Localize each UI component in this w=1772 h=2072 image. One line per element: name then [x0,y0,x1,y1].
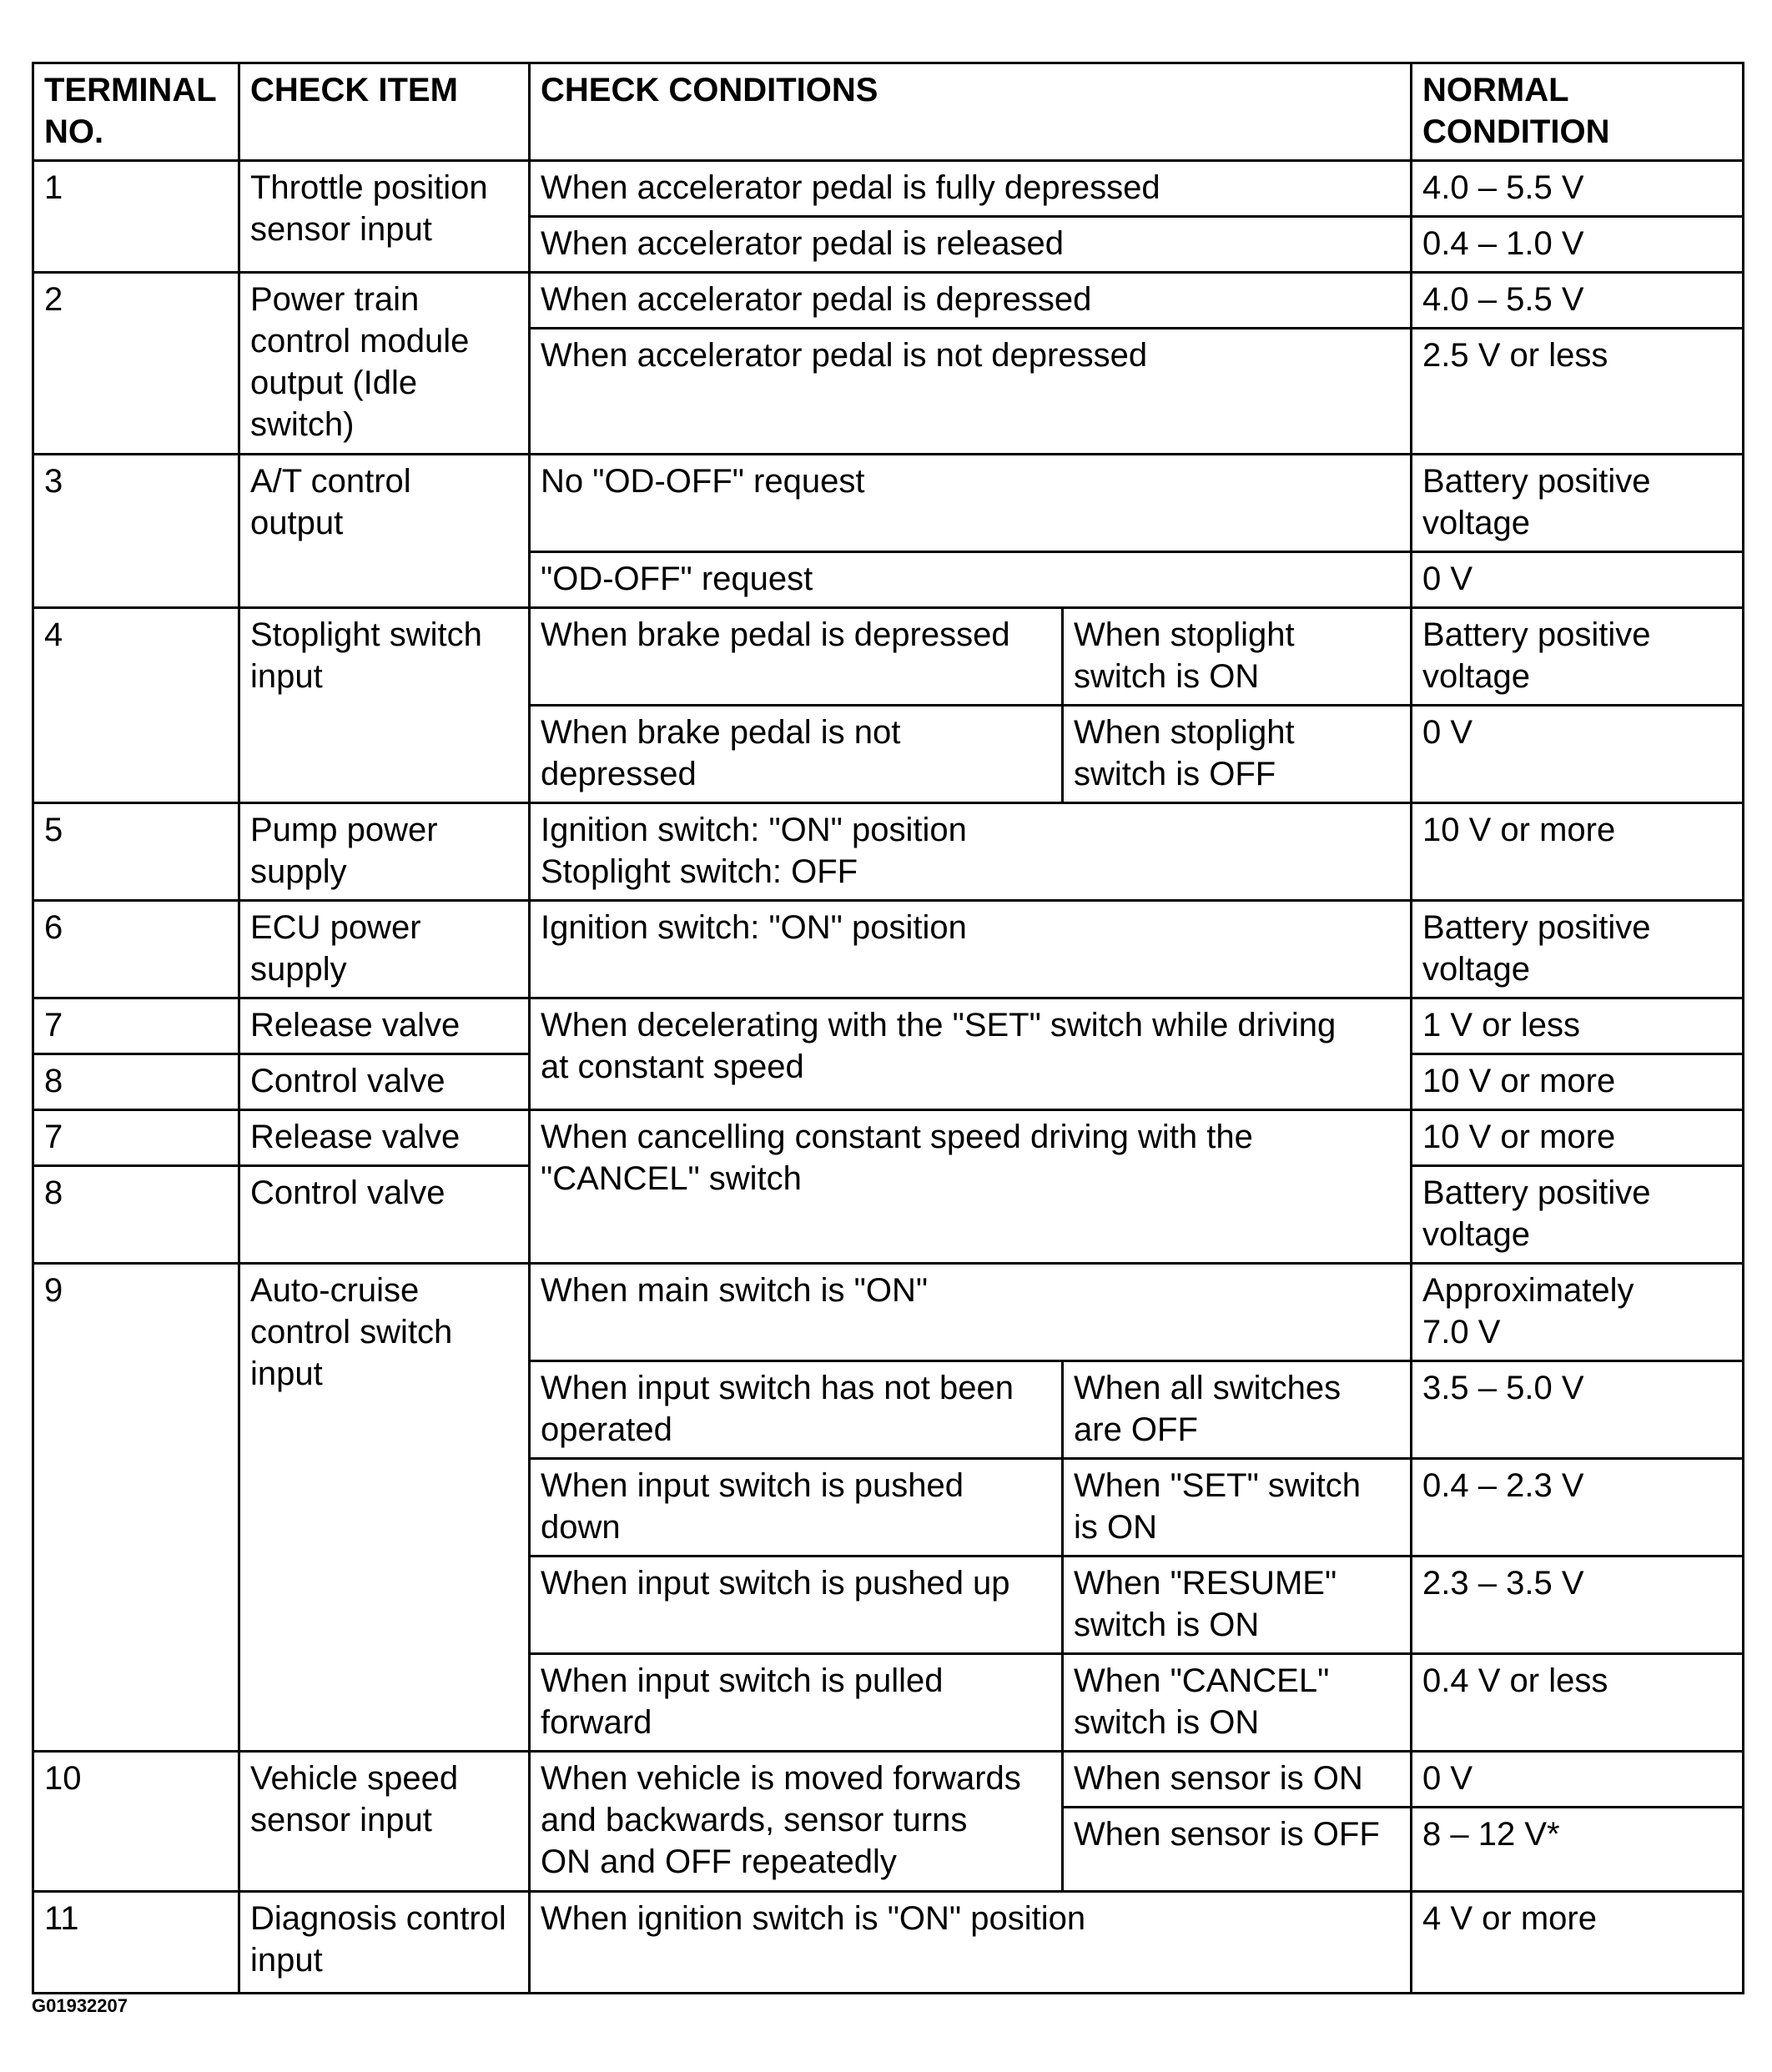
normal-condition-cell: 0.4 – 2.3 V [1412,1459,1744,1557]
terminal-check-table [32,62,1744,1994]
normal-condition-cell: 0.4 V or less [1412,1654,1744,1752]
figure-id: G01932207 [32,1995,128,2016]
header-terminal-no: TERMINAL NO. [33,63,239,161]
normal-condition-cell: 4 V or more [1412,1892,1744,1994]
check-condition-cell: When input switch is pushed up [530,1557,1063,1654]
check-condition-cell: When brake pedal is not depressed [530,706,1063,803]
normal-condition-cell: Approximately 7.0 V [1412,1264,1744,1361]
check-condition-cell: When main switch is "ON" [530,1264,1412,1361]
terminal-cell: 7 [33,1110,239,1166]
terminal-cell: 8 [33,1054,239,1110]
check-item-cell: Stoplight switch input [239,608,530,803]
normal-condition-cell: 2.3 – 3.5 V [1412,1557,1744,1654]
check-item-cell: Release valve [239,1110,530,1166]
check-item-cell: Throttle position sensor input [239,161,530,273]
switch-state-cell: When "SET" switch is ON [1063,1459,1412,1557]
switch-state-cell: When stoplight switch is ON [1063,608,1412,706]
terminal-cell: 1 [33,161,239,273]
check-condition-cell: When brake pedal is depressed [530,608,1063,706]
normal-condition-cell: 10 V or more [1412,803,1744,901]
check-condition-cell: When vehicle is moved forwards and backwards, sensor turns ON and OFF repeatedly [530,1752,1063,1892]
terminal-cell: 10 [33,1752,239,1892]
normal-condition-cell: 8 – 12 V* [1412,1808,1744,1892]
terminal-cell: 2 [33,273,239,455]
normal-condition-cell: 3.5 – 5.0 V [1412,1361,1744,1459]
check-condition-cell: When accelerator pedal is depressed [530,273,1412,329]
normal-condition-cell: 1 V or less [1412,998,1744,1054]
check-condition-cell: When cancelling constant speed driving with the "CANCEL" switch [530,1110,1412,1264]
check-item-cell: Diagnosis control input [239,1892,530,1994]
switch-state-cell: When sensor is OFF [1063,1808,1412,1892]
normal-condition-cell: Battery positive voltage [1412,901,1744,998]
normal-condition-cell: Battery positive voltage [1412,608,1744,706]
terminal-cell: 4 [33,608,239,803]
switch-state-cell: When "RESUME" switch is ON [1063,1557,1412,1654]
check-condition-cell: Ignition switch: "ON" position [530,901,1412,998]
check-condition-cell: When ignition switch is "ON" position [530,1892,1412,1994]
switch-state-cell: When sensor is ON [1063,1752,1412,1808]
normal-condition-cell: 4.0 – 5.5 V [1412,273,1744,329]
check-item-cell: ECU power supply [239,901,530,998]
header-normal-condition: NORMAL CONDITION [1412,63,1744,161]
normal-condition-cell: 10 V or more [1412,1110,1744,1166]
terminal-cell: 6 [33,901,239,998]
switch-state-cell: When "CANCEL" switch is ON [1063,1654,1412,1752]
check-item-cell: Control valve [239,1166,530,1264]
check-condition-cell: When input switch is pulled forward [530,1654,1063,1752]
normal-condition-cell: 2.5 V or less [1412,329,1744,455]
terminal-cell: 7 [33,998,239,1054]
terminal-cell: 9 [33,1264,239,1752]
normal-condition-cell: 10 V or more [1412,1054,1744,1110]
check-condition-cell: No "OD-OFF" request [530,455,1412,552]
check-item-cell: Control valve [239,1054,530,1110]
check-item-cell: Vehicle speed sensor input [239,1752,530,1892]
header-check-conditions: CHECK CONDITIONS [530,63,1412,161]
check-condition-cell: When decelerating with the "SET" switch while driving at constant speed [530,998,1412,1110]
check-condition-cell: Ignition switch: "ON" position Stoplight switch: OFF [530,803,1412,901]
normal-condition-cell: 0 V [1412,1752,1744,1808]
check-condition-cell: When accelerator pedal is fully depressed [530,161,1412,217]
check-condition-cell: "OD-OFF" request [530,552,1412,608]
terminal-cell: 3 [33,455,239,608]
terminal-cell: 8 [33,1166,239,1264]
check-item-cell: Release valve [239,998,530,1054]
terminal-cell: 11 [33,1892,239,1994]
normal-condition-cell: 0.4 – 1.0 V [1412,217,1744,273]
normal-condition-cell: Battery positive voltage [1412,1166,1744,1264]
normal-condition-cell: 4.0 – 5.5 V [1412,161,1744,217]
check-item-cell: Power train control module output (Idle switch) [239,273,530,455]
check-item-cell: Pump power supply [239,803,530,901]
check-condition-cell: When input switch has not been operated [530,1361,1063,1459]
normal-condition-cell: 0 V [1412,552,1744,608]
check-item-cell: A/T control output [239,455,530,608]
switch-state-cell: When stoplight switch is OFF [1063,706,1412,803]
normal-condition-cell: Battery positive voltage [1412,455,1744,552]
header-check-item: CHECK ITEM [239,63,530,161]
check-condition-cell: When input switch is pushed down [530,1459,1063,1557]
terminal-cell: 5 [33,803,239,901]
normal-condition-cell: 0 V [1412,706,1744,803]
check-condition-cell: When accelerator pedal is released [530,217,1412,273]
check-item-cell: Auto-cruise control switch input [239,1264,530,1752]
switch-state-cell: When all switches are OFF [1063,1361,1412,1459]
check-condition-cell: When accelerator pedal is not depressed [530,329,1412,455]
